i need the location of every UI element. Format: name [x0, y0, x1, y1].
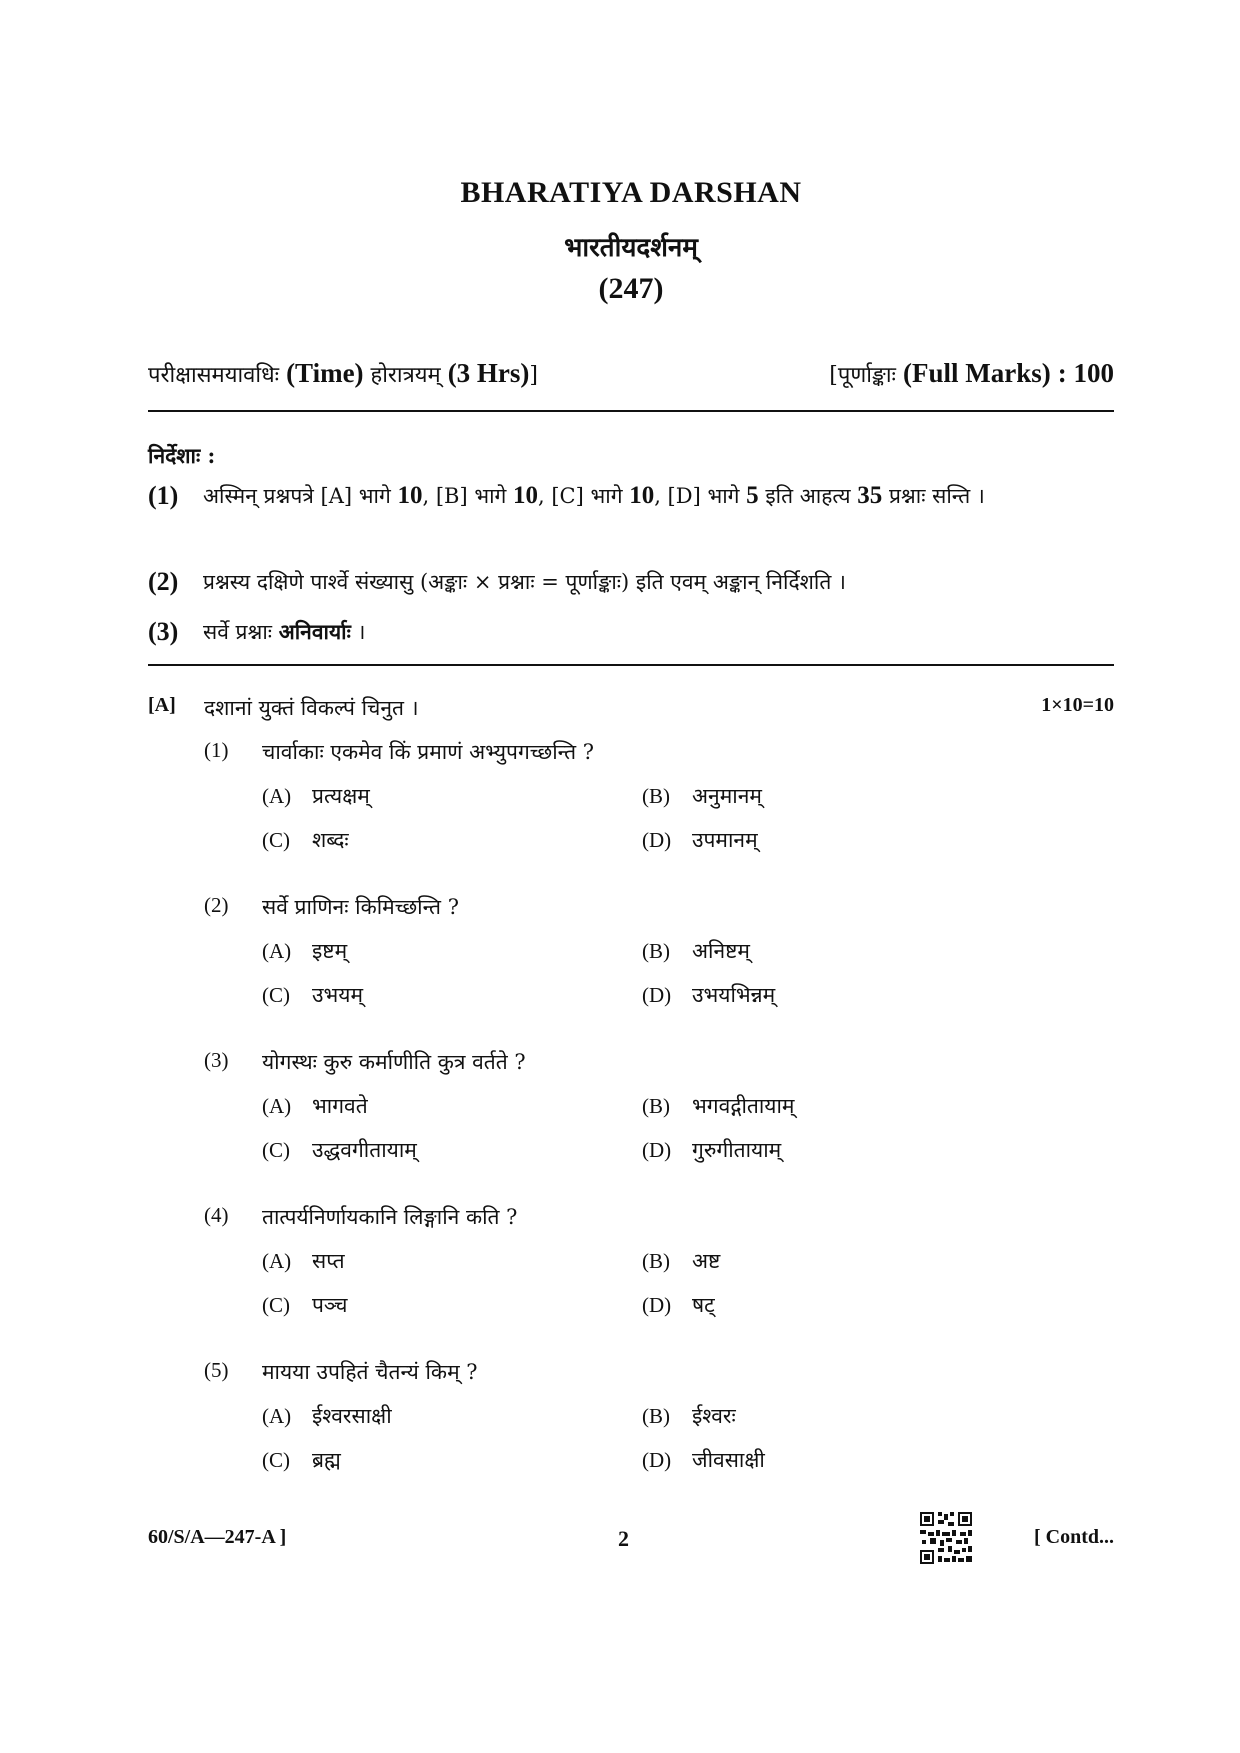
option: (B) अनुमानम् [642, 784, 762, 808]
instructions-heading: निर्देशाः : [148, 443, 216, 468]
option: (D) उभयभिन्नम् [642, 983, 776, 1007]
option: (A) प्रत्यक्षम् [262, 784, 370, 808]
option: (C) ब्रह्म [262, 1448, 341, 1472]
subject-title-sanskrit: भारतीयदर्शनम् [564, 233, 698, 263]
option: (A) ईश्वरसाक्षी [262, 1404, 392, 1428]
option: (B) अष्ट [642, 1249, 721, 1273]
option: (A) इष्टम् [262, 939, 348, 963]
option: (D) उपमानम् [642, 828, 758, 852]
marks-info: [पूर्णाङ्काः (Full Marks) : 100 [829, 358, 1114, 388]
instruction-1: (1) अस्मिन् प्रश्नपत्रे [A] भागे 10, [B] भागे 10, [C] भागे 10, [D] भागे 5 इति आहत्य 35 प्रश्नाः सन्ति । [148, 481, 985, 510]
option: (D) षट् [642, 1293, 715, 1317]
qr-code-icon [920, 1512, 972, 1564]
option: (C) उद्धवगीतायाम् [262, 1138, 417, 1162]
continued-label: [ Contd... [1033, 1526, 1114, 1548]
subject-code: (247) [598, 272, 664, 305]
option: (C) पञ्च [262, 1293, 348, 1317]
option: (B) ईश्वरः [642, 1404, 736, 1428]
time-info: परीक्षासमयावधिः (Time) होरात्रयम् (3 Hrs)] [148, 358, 539, 388]
page-number: 2 [618, 1526, 629, 1551]
option: (D) गुरुगीतायाम् [642, 1138, 782, 1162]
subject-title-english: BHARATIYA DARSHAN [460, 176, 802, 209]
option: (B) अनिष्टम् [642, 939, 750, 963]
option: (A) भागवते [262, 1094, 368, 1118]
instruction-2: (2) प्रश्नस्य दक्षिणे पार्श्वे संख्यासु (अङ्काः × प्रश्नाः = पूर्णाङ्काः) इति एवम् अङ्कान् निर्दिशति । [148, 567, 846, 596]
option: (C) शब्दः [262, 828, 349, 852]
option: (B) भगवद्गीतायाम् [642, 1094, 795, 1118]
option: (C) उभयम् [262, 983, 364, 1007]
paper-code: 60/S/A—247-A ] [148, 1526, 287, 1548]
option: (D) जीवसाक्षी [642, 1448, 765, 1472]
section-marks: 1×10=10 [1041, 694, 1114, 716]
divider [148, 664, 1114, 666]
instruction-3: (3) सर्वे प्रश्नाः अनिवार्याः । [148, 617, 366, 646]
divider [148, 410, 1114, 412]
option: (A) सप्त [262, 1249, 345, 1273]
